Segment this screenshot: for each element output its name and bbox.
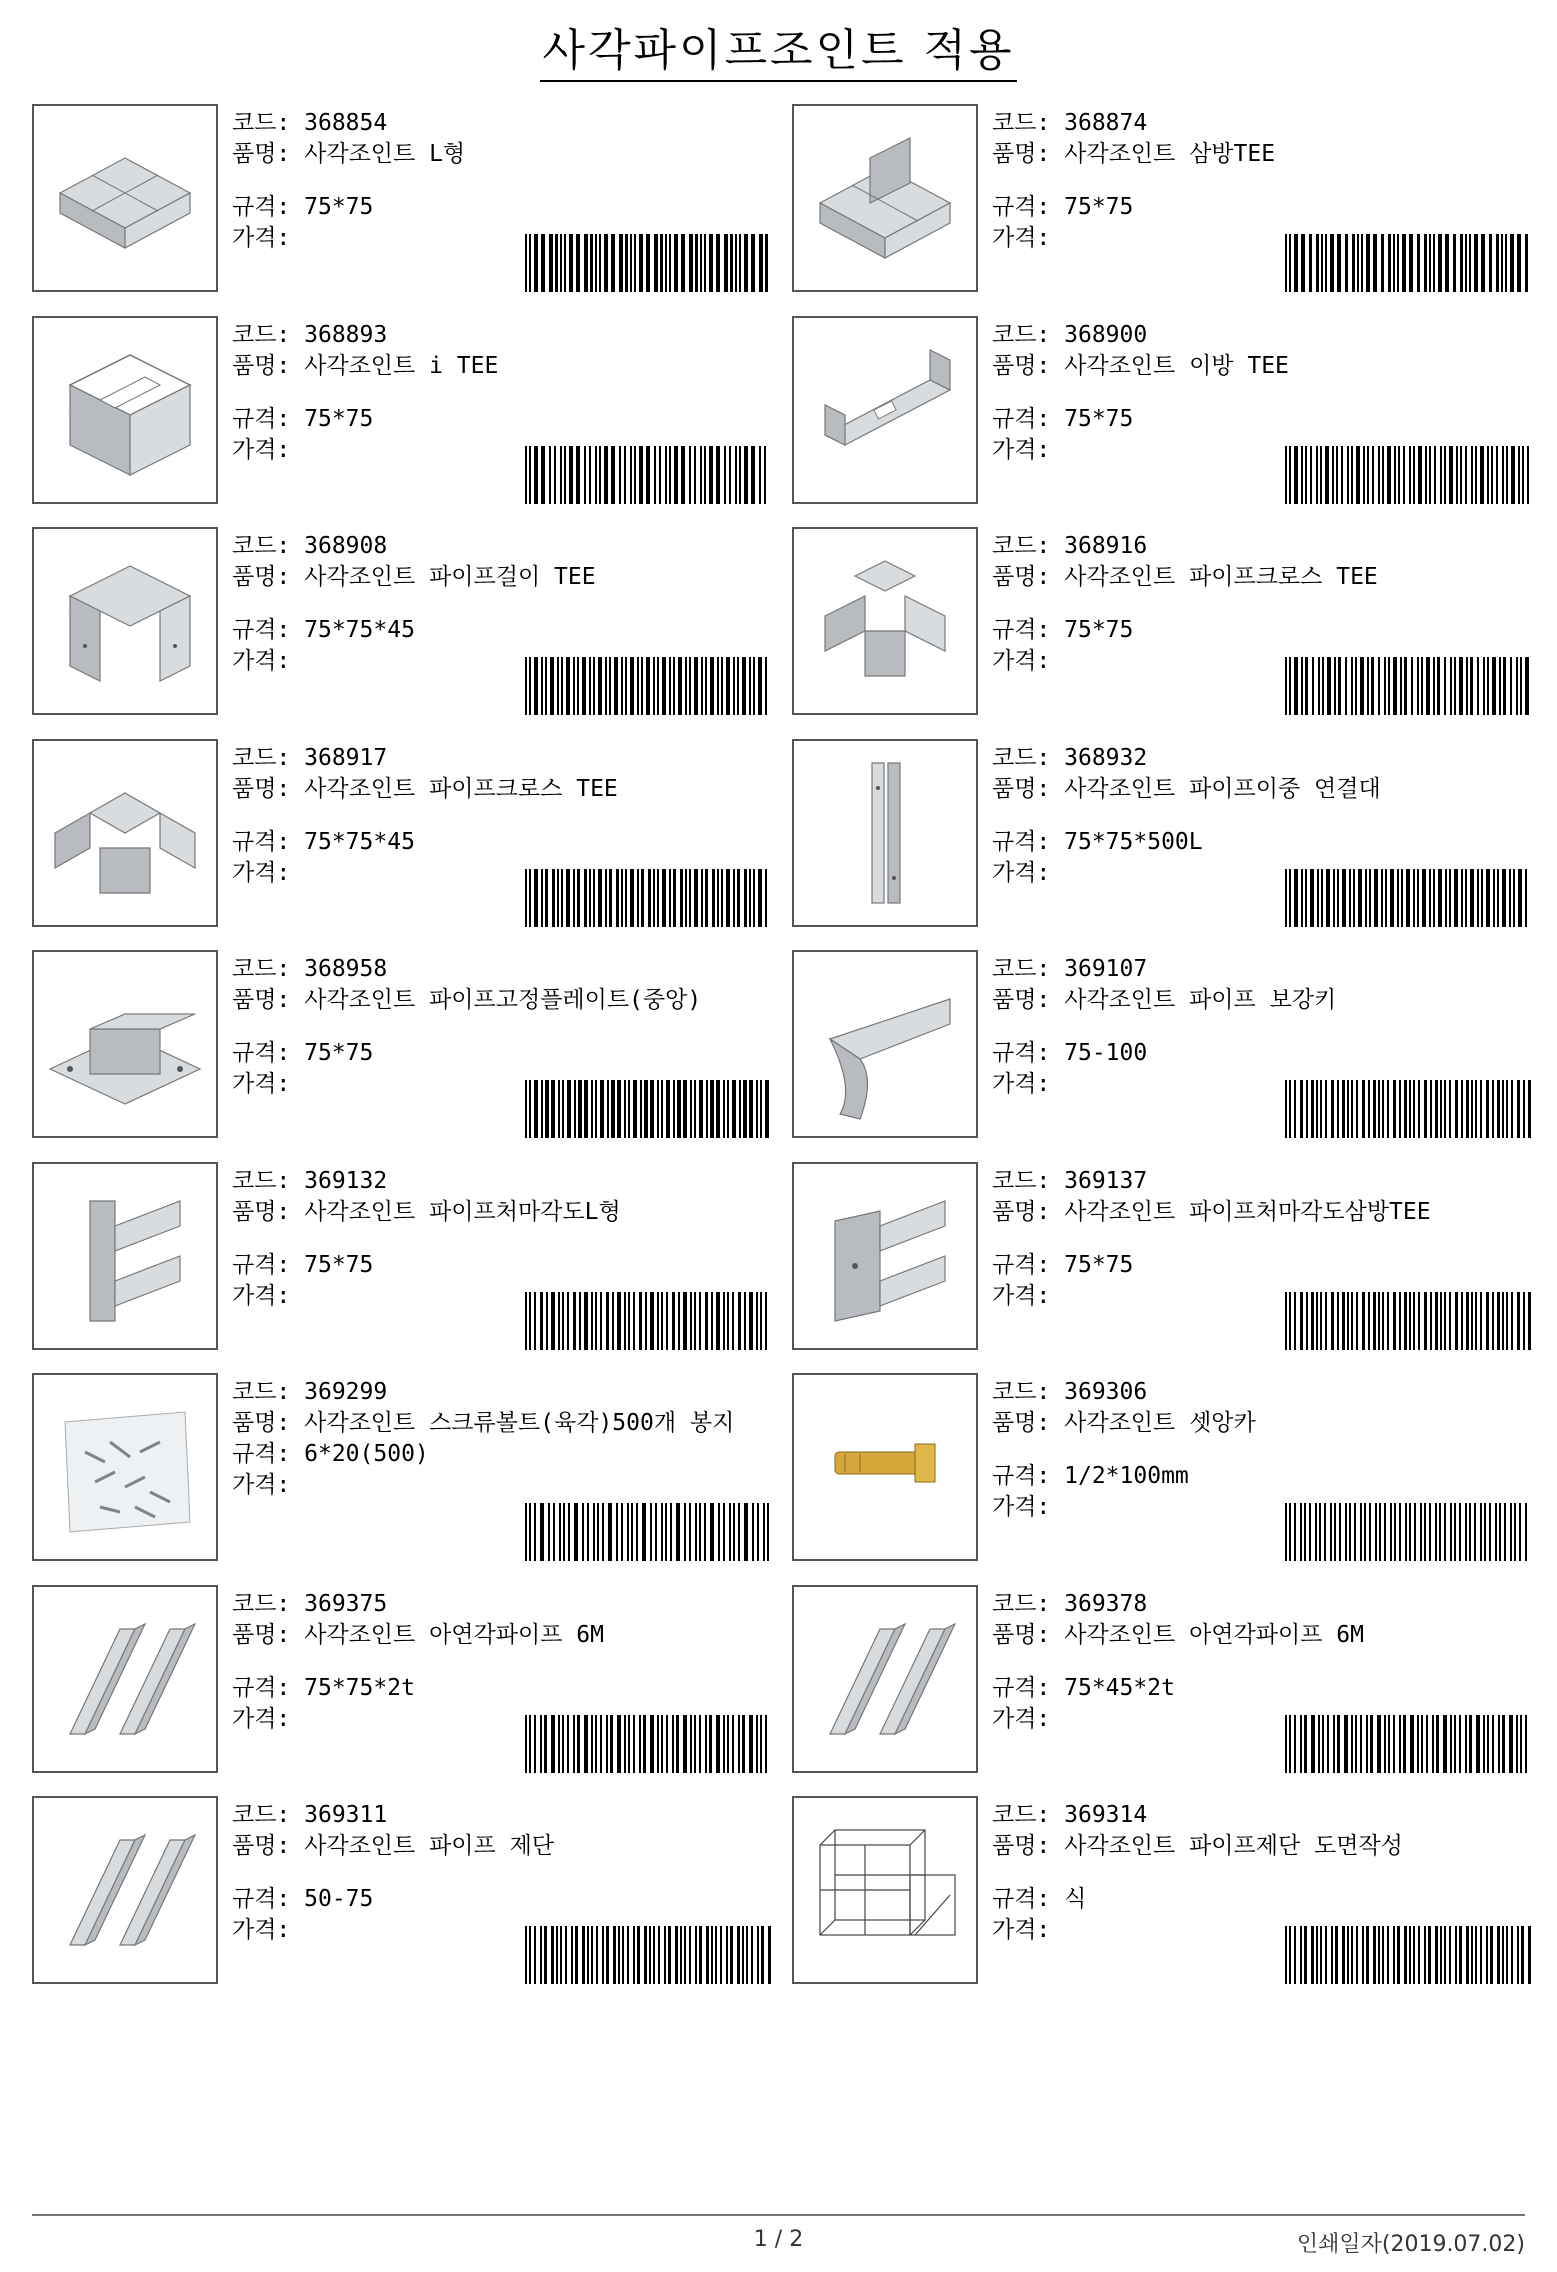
product-code: 코드: 368900 [992,321,1148,348]
product-price: 가격: [232,1472,291,1498]
product-price: 가격: [992,648,1051,674]
barcode [1285,1503,1533,1561]
product-price: 가격: [232,436,291,463]
product-spec: 규격: 50-75 [232,1886,374,1912]
product-price: 가격: [992,1705,1051,1732]
product-name: 품명: 사각조인트 L형 [232,141,466,167]
barcode [525,869,773,927]
product-price: 가격: [992,436,1051,463]
product-spec: 규격: 75*75 [992,405,1134,432]
product-name: 품명: 사각조인트 파이프고정플레이트(중앙) [232,987,702,1013]
product-image [792,1585,978,1773]
l-joint-image [40,113,210,283]
product-spec: 규격: 75*45*2t [992,1674,1175,1701]
three-way-tee-image [800,113,970,283]
barcode [525,1715,773,1773]
product-price: 가격: [232,859,291,886]
product-card [792,1585,1532,1777]
product-info [232,320,772,466]
barcode [525,446,773,504]
pipe-hanger-tee-image [40,536,210,706]
eave-angle-tee-image [800,1171,970,1341]
product-spec: 규격: 75*75 [232,405,374,432]
product-info [232,1589,772,1735]
product-code: 코드: 369306 [992,1379,1148,1405]
reinforcement-key-image [800,959,970,1129]
product-card [792,739,1532,931]
barcode [1285,1926,1533,1984]
product-card [32,1585,772,1777]
product-info [232,108,772,254]
product-name: 품명: 사각조인트 이방 TEE [992,352,1289,379]
product-spec: 규격: 식 [992,1886,1087,1912]
product-card [32,1796,772,1988]
page-number: 1 / 2 [753,2227,804,2252]
pipe-cross-tee-image [800,536,970,706]
product-name: 품명: 사각조인트 i TEE [232,352,499,379]
product-name: 품명: 사각조인트 셋앙카 [992,1410,1256,1436]
product-info [992,743,1532,889]
frame-structure-image [800,1805,970,1975]
product-price: 가격: [232,1705,291,1732]
product-price: 가격: [232,1071,291,1097]
product-image [32,1796,218,1984]
product-info [232,1166,772,1312]
barcode [1285,1715,1533,1773]
product-info [232,1377,772,1501]
product-spec: 규격: 75*75*500L [992,828,1203,855]
product-name: 품명: 사각조인트 파이프처마각도삼방TEE [992,1198,1431,1225]
product-info [232,1800,772,1946]
two-way-tee-image [800,325,970,495]
product-card [32,104,772,296]
barcode [1285,869,1533,927]
product-info [992,1589,1532,1735]
product-card [32,527,772,719]
barcode [525,1292,773,1350]
product-card [32,1373,772,1565]
product-price: 가격: [232,225,291,251]
product-spec: 규격: 1/2*100mm [992,1463,1189,1489]
product-info [992,1377,1532,1523]
product-price: 가격: [992,859,1051,886]
product-price: 가격: [992,1917,1051,1943]
product-card [792,527,1532,719]
product-name: 품명: 사각조인트 아연각파이프 6M [232,1621,604,1648]
product-spec: 규격: 6*20(500) [232,1441,429,1467]
product-card [792,1162,1532,1354]
product-image [792,1162,978,1350]
product-code: 코드: 369311 [232,1802,388,1828]
barcode [525,234,773,292]
product-image [792,1373,978,1561]
product-image [792,316,978,504]
product-image [32,1373,218,1561]
product-code: 코드: 368917 [232,744,388,771]
product-image [792,527,978,715]
eave-angle-l-image [40,1171,210,1341]
product-card [792,1373,1532,1565]
product-image [792,739,978,927]
product-card [792,104,1532,296]
product-code: 코드: 369375 [232,1590,388,1617]
product-name: 품명: 사각조인트 파이프크로스 TEE [232,775,618,802]
product-price: 가격: [992,1282,1051,1309]
product-card [792,316,1532,508]
barcode [1285,446,1533,504]
product-image [32,316,218,504]
product-spec: 규격: 75*75 [992,194,1134,220]
product-image [792,104,978,292]
product-code: 코드: 368932 [992,744,1148,771]
product-card [32,316,772,508]
page-title: 사각파이프조인트 적용 [0,14,1557,78]
product-spec: 규격: 75*75 [992,617,1134,643]
product-code: 코드: 368854 [232,110,388,136]
product-card [32,1162,772,1354]
product-name: 품명: 사각조인트 파이프이중 연결대 [992,775,1381,802]
product-code: 코드: 369107 [992,956,1148,982]
product-code: 코드: 368916 [992,533,1148,559]
barcode [525,1926,773,1984]
zinc-pipe-image [800,1594,970,1764]
product-spec: 규격: 75*75 [992,1251,1134,1278]
i-tee-image [40,325,210,495]
product-code: 코드: 368908 [232,533,388,559]
screw-bag-image [40,1382,210,1552]
product-price: 가격: [232,1282,291,1309]
barcode [525,657,773,715]
product-spec: 규격: 75*75*2t [232,1674,415,1701]
product-card [792,1796,1532,1988]
product-image [792,1796,978,1984]
barcode [525,1080,773,1138]
product-info [992,1166,1532,1312]
product-spec: 규격: 75*75*45 [232,828,415,855]
set-anchor-image [800,1382,970,1552]
product-name: 품명: 사각조인트 파이프걸이 TEE [232,564,596,590]
product-image [32,104,218,292]
product-price: 가격: [992,1494,1051,1520]
product-card [32,739,772,931]
zinc-pipe-image [40,1805,210,1975]
product-image [792,950,978,1138]
product-code: 코드: 368958 [232,956,388,982]
pipe-cross-tee-wide-image [40,748,210,918]
product-image [32,950,218,1138]
barcode [1285,657,1533,715]
product-name: 품명: 사각조인트 스크류볼트(육각)500개 봉지 [232,1410,735,1436]
product-price: 가격: [232,648,291,674]
product-card [792,950,1532,1142]
print-date: 인쇄일자(2019.07.02) [1296,2232,1525,2257]
product-info [992,531,1532,677]
product-name: 품명: 사각조인트 삼방TEE [992,141,1276,167]
product-name: 품명: 사각조인트 파이프 제단 [232,1833,555,1859]
double-connector-image [800,748,970,918]
product-code: 코드: 368874 [992,110,1148,136]
product-image [32,527,218,715]
barcode [1285,1080,1533,1138]
product-code: 코드: 369378 [992,1590,1148,1617]
product-code: 코드: 369299 [232,1379,388,1405]
product-spec: 규격: 75*75 [232,1251,374,1278]
product-spec: 규격: 75-100 [992,1040,1148,1066]
footer-divider [32,2214,1525,2216]
product-name: 품명: 사각조인트 파이프 보강키 [992,987,1337,1013]
product-price: 가격: [992,225,1051,251]
product-spec: 규격: 75*75*45 [232,617,415,643]
barcode [1285,234,1533,292]
product-price: 가격: [992,1071,1051,1097]
product-code: 코드: 369137 [992,1167,1148,1194]
product-info [232,954,772,1100]
product-name: 품명: 사각조인트 파이프처마각도L형 [232,1198,621,1225]
zinc-pipe-image [40,1594,210,1764]
product-price: 가격: [232,1917,291,1943]
product-image [32,1585,218,1773]
product-code: 코드: 369314 [992,1802,1148,1828]
product-info [232,531,772,677]
product-info [232,743,772,889]
product-spec: 규격: 75*75 [232,194,374,220]
barcode [525,1503,773,1561]
product-image [32,739,218,927]
product-code: 코드: 369132 [232,1167,388,1194]
product-name: 품명: 사각조인트 아연각파이프 6M [992,1621,1364,1648]
product-image [32,1162,218,1350]
product-name: 품명: 사각조인트 파이프제단 도면작성 [992,1833,1403,1859]
product-info [992,320,1532,466]
product-info [992,1800,1532,1946]
product-card [32,950,772,1142]
fixing-plate-image [40,959,210,1129]
product-spec: 규격: 75*75 [232,1040,374,1066]
product-info [992,108,1532,254]
product-code: 코드: 368893 [232,321,388,348]
product-info [992,954,1532,1100]
barcode [1285,1292,1533,1350]
product-name: 품명: 사각조인트 파이프크로스 TEE [992,564,1378,590]
